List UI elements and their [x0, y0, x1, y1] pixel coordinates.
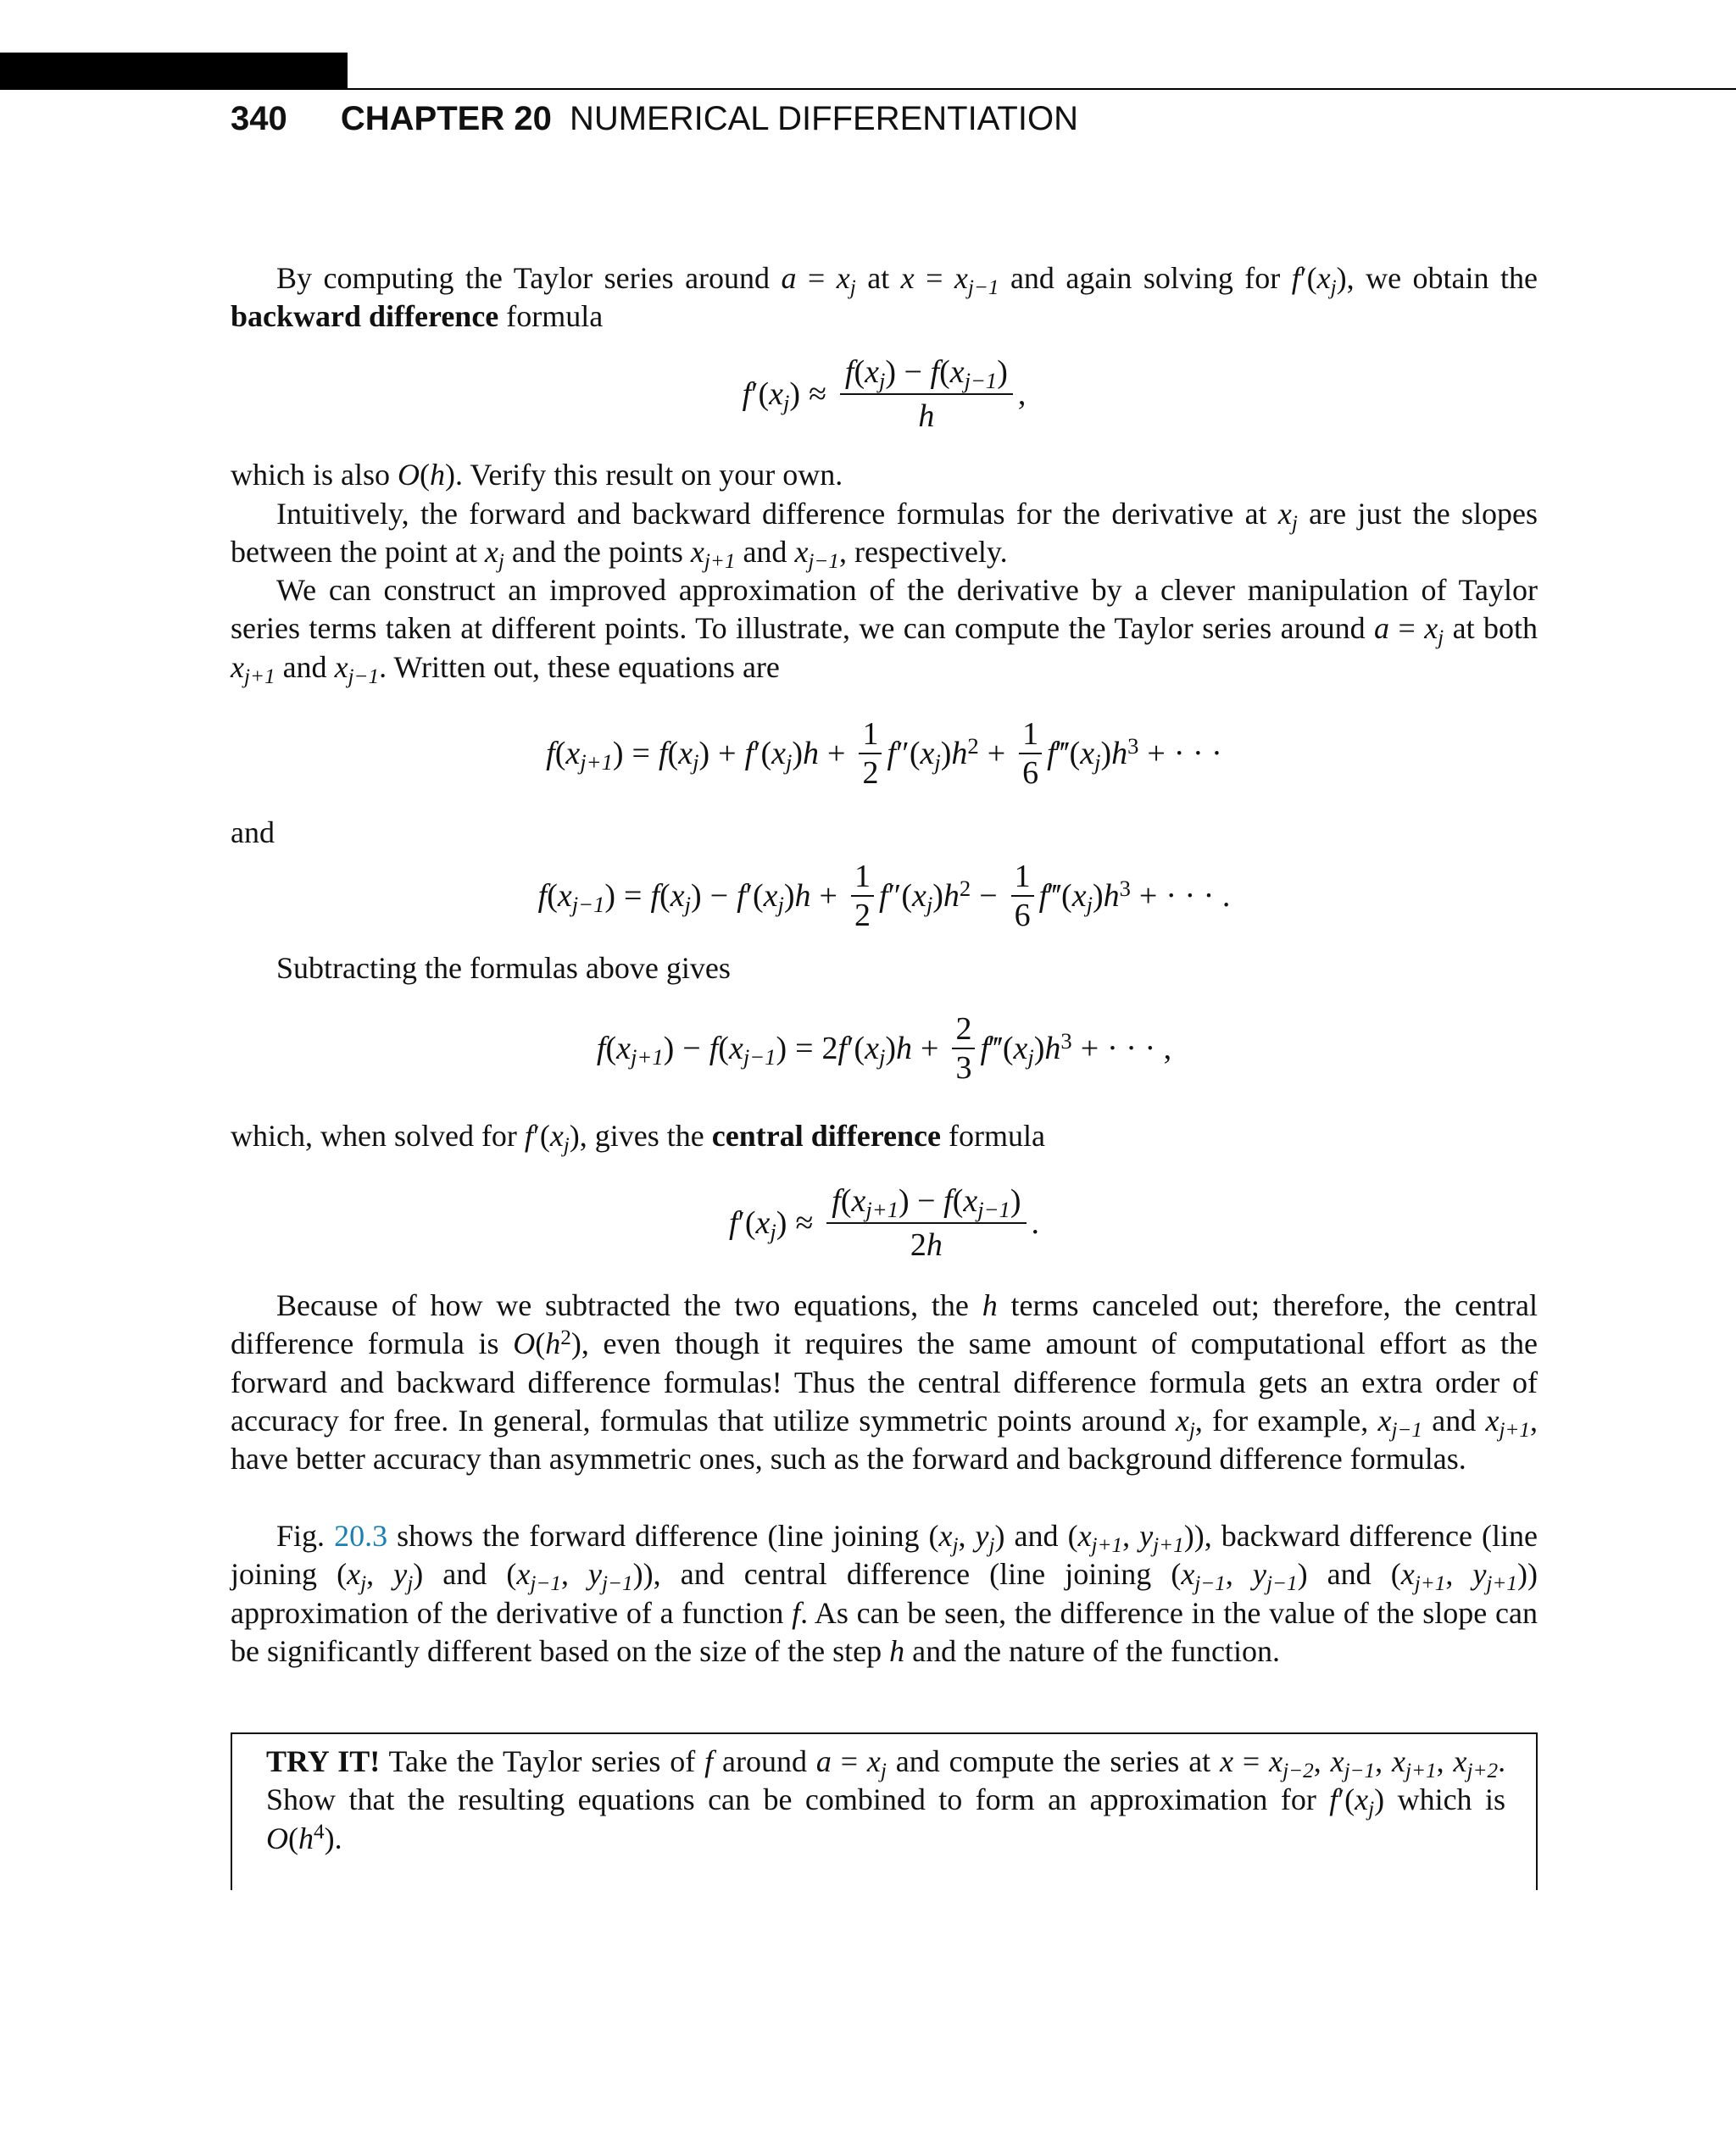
running-head — [231, 93, 1078, 144]
chapter-title: NUMERICAL DIFFERENTIATION — [569, 100, 1078, 137]
term-backward-difference: backward difference — [231, 299, 499, 334]
paragraph-subtracting: Subtracting the formulas above gives — [276, 951, 731, 985]
paragraph-central-intro: which, when solved for $f'(x_j)$, gives the central difference formula — [231, 1119, 1045, 1158]
equation-taylor-backward: f ( $x_{j-1}$ ) = f ( $x_j$ ) − f ′( $x_j$ ) h + $\frac{1}{2}$ f ″( $x_j$ ) $h^2$ − $\frac{1}{6}$ f ‴( $x_j$ ) $h^3$ + · · · . — [537, 859, 1231, 933]
paragraph-backward-intro: By computing the Taylor series around $a = x_j$ at $x = x_{j-1}$ and again solving for $f'(x_j)$, we obtain the backward difference formula — [231, 261, 1538, 334]
try-it-text: TRY IT! Take the Taylor series of f around $a = x_j$ and compute the series at $x = x_{j-2}$, $x_{j-1}$, $x_{j+1}$, $x_{j+2}$. Show that the resulting equations can be combined to form an approximation for $f'(x_j)$ which is $O(h^4)$. — [266, 1744, 1506, 1855]
paragraph-order-h: which is also O(h). Verify this result on your own. — [231, 458, 843, 492]
paragraph-figure-description: Fig. 20.3 shows the forward difference (line joining ($x_j$, $y_j$) and ($x_{j+1}$, $y_{j+1}$)), backward difference (line joining ($x_j$, $y_j$) and ($x_{j-1}$, $y_{j-1}$)), and central difference (line joining ($x_{j-1}$, $y_{j-1}$) and ($x_{j+1}$, $y_{j+1}$)) approximation of the derivative of a function f. As can be seen, the difference in the value of the slope can be significantly different based on the size of the step h and the nature of the function. — [231, 1519, 1538, 1668]
header-rule — [348, 88, 1736, 90]
paragraph-improved-approx: We can construct an improved approximation of the derivative by a clever manipulation of Taylor series terms taken at different points. To illustrate, we can compute the Taylor series around $a = x_j$ at both $x_{j+1}$ and $x_{j-1}$. Written out, these equations are — [231, 573, 1538, 688]
paragraph-slopes: Intuitively, the forward and backward difference formulas for the derivative at $x_j$ are just the slopes between the point at $x_j$ and the points $x_{j+1}$ and $x_{j-1}$, respectively. — [231, 497, 1538, 574]
term-central-difference: central difference — [711, 1119, 941, 1153]
equation-taylor-forward: f ( $x_{j+1}$ ) = f ( $x_j$ ) + f ′( $x_j$ ) h + $\frac{1}{2}$ f ″( $x_j$ ) $h^2$ + $\frac{1}{6}$ f ‴( $x_j$ ) $h^3$ + · · · — [546, 716, 1222, 791]
equation-backward-difference: f ′( $x_j$ ) ≈ $\frac{f(x_j) - f(x_{j-1})}{h}$ , — [742, 354, 1027, 434]
page-number: 340 — [231, 100, 287, 137]
try-it-box — [231, 1732, 1538, 1890]
text-and: and — [231, 815, 275, 849]
header-black-bar — [0, 53, 348, 90]
chapter-label: CHAPTER 20 — [340, 100, 552, 137]
equation-central-difference: f ′( $x_j$ ) ≈ $\frac{f(x_{j+1}) - f(x_{j-1})}{2h}$ . — [728, 1183, 1040, 1263]
equation-subtraction: f ( $x_{j+1}$ ) − f ( $x_{j-1}$ ) = 2 f ′( $x_j$ ) h + $\frac{2}{3}$ f ‴( $x_j$ ) $h^3$ + · · · , — [596, 1011, 1172, 1086]
paragraph-central-accuracy: Because of how we subtracted the two equations, the h terms canceled out; therefore, the central difference formula is $O(h^2)$, even though it requires the same amount of computational effort as the forward and backward difference formulas! Thus the central difference formula gets an extra order of accuracy for free. In general, formulas that utilize symmetric points around $x_j$, for example, $x_{j-1}$ and $x_{j+1}$, have better accuracy than asymmetric ones, such as the forward and background difference formulas. — [231, 1288, 1538, 1476]
figure-link[interactable]: 20.3 — [334, 1519, 388, 1553]
try-it-label: TRY IT! — [266, 1744, 381, 1778]
